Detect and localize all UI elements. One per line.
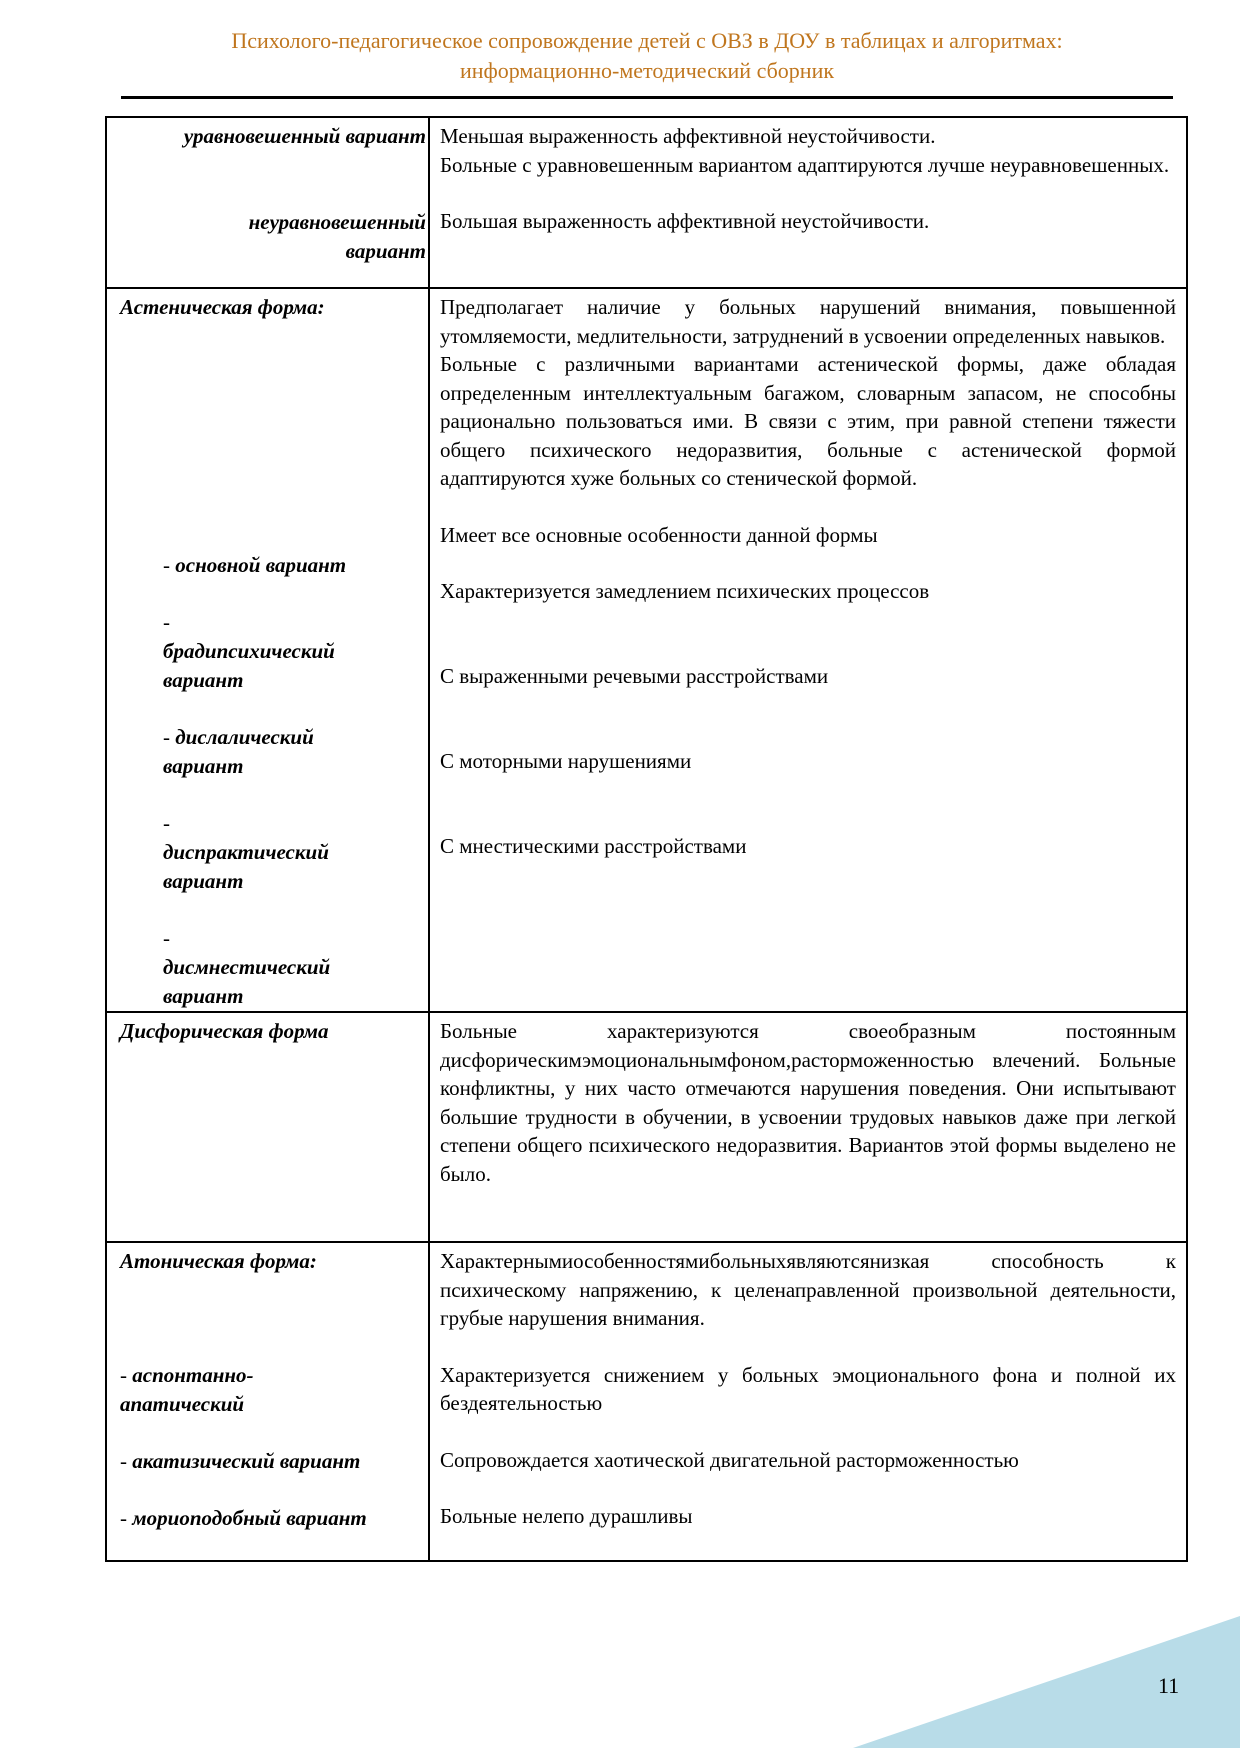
variant-description: Меньшая выраженность аффективной неустойчивости. (440, 124, 936, 148)
table-row-dysphoric-form (106, 1012, 1187, 1242)
variant-term: уравновешенный вариант (183, 124, 426, 148)
page-number: 11 (1158, 1673, 1180, 1698)
description-cell (429, 1242, 1187, 1561)
term-cell (106, 117, 429, 288)
form-description: Предполагает наличие у больных нарушений внимания, повышенной утомляемости, медлительности, затруднений в усвоении определенных навыков. (440, 295, 1176, 348)
form-description: Больные с различными вариантами астенической формы, даже обладая определенным интеллектуальным багажом, словарным запасом, не способны рационально пользоваться ими. В связи с этим, при равной степени тяжести общего психического недоразвития, больные с астенической формой адаптируются хуже больных со стенической формой. (440, 352, 1176, 490)
variant-term: - дисмнестический вариант (163, 926, 331, 1008)
variant-term: неуравновешенный вариант (248, 210, 426, 263)
variant-term: - аспонтанно-апатический (120, 1363, 254, 1416)
variant-description: Сопровождается хаотической двигательной расторможенностью (440, 1447, 1019, 1472)
description-cell (429, 117, 1187, 288)
table-row-stenic-variants (106, 117, 1187, 288)
variant-term: - дислалический вариант (163, 725, 314, 778)
form-title: Астеническая форма: (120, 295, 325, 319)
term-cell (106, 1012, 429, 1242)
variant-description: С моторными нарушениями (440, 749, 692, 773)
variant-term: - диспрактический вариант (163, 811, 329, 893)
description-cell (429, 288, 1187, 1012)
table-row-atonic-form (106, 1242, 1187, 1561)
variant-description: Больные нелепо дурашливы (440, 1504, 693, 1528)
variant-term: - основной вариант (163, 553, 347, 577)
variant-description: Большая выраженность аффективной неустойчивости. (440, 209, 930, 233)
variant-description: Имеет все основные особенности данной формы (440, 522, 878, 547)
form-title: Атоническая форма: (120, 1249, 317, 1273)
variant-description: С мнестическими расстройствами (440, 834, 747, 858)
term-cell (106, 288, 429, 1012)
form-description: Больные характеризуются своеобразным постоянным дисфорическимэмоциональнымфоном,расторможенностью влечений. Больные конфликтны, у них часто отмечаются нарушения поведения. Они испытывают большие трудности в обучении, в усвоении трудовых навыков даже при легкой степени общего психического недоразвития. Вариантов этой формы выделено не было. (440, 1019, 1176, 1186)
header-title-line-1: Психолого-педагогическое сопровождение детей с ОВЗ в ДОУ в таблицах и алгоритмах: (231, 28, 1063, 53)
variant-description: С выраженными речевыми расстройствами (440, 664, 829, 688)
variant-description: Характеризуется замедлением психических процессов (440, 579, 930, 603)
form-description: Характернымиособенностямибольныхявляютсянизкая способность к психическому напряжению, к целенаправленной произвольной деятельности, грубые нарушения внимания. (440, 1249, 1176, 1330)
term-cell (106, 1242, 429, 1561)
description-cell (429, 1012, 1187, 1242)
table-row-asthenic-form (106, 288, 1187, 1012)
forms-table (105, 116, 1188, 1562)
variant-term: - мориоподобный вариант (120, 1506, 367, 1530)
variant-term: - брадипсихический вариант (163, 610, 335, 692)
header-rule (121, 96, 1173, 99)
header-title-line-2: информационно-методический сборник (459, 58, 835, 83)
form-title: Дисфорическая форма (120, 1019, 329, 1043)
running-header (121, 26, 1173, 86)
variant-term: - акатизический вариант (120, 1449, 361, 1473)
variant-description: Больные с уравновешенным вариантом адаптируются лучше неуравновешенных. (440, 152, 1170, 177)
corner-decoration-triangle (853, 1616, 1240, 1748)
variant-description: Характеризуется снижением у больных эмоционального фона и полной их бездеятельностью (440, 1362, 1176, 1415)
